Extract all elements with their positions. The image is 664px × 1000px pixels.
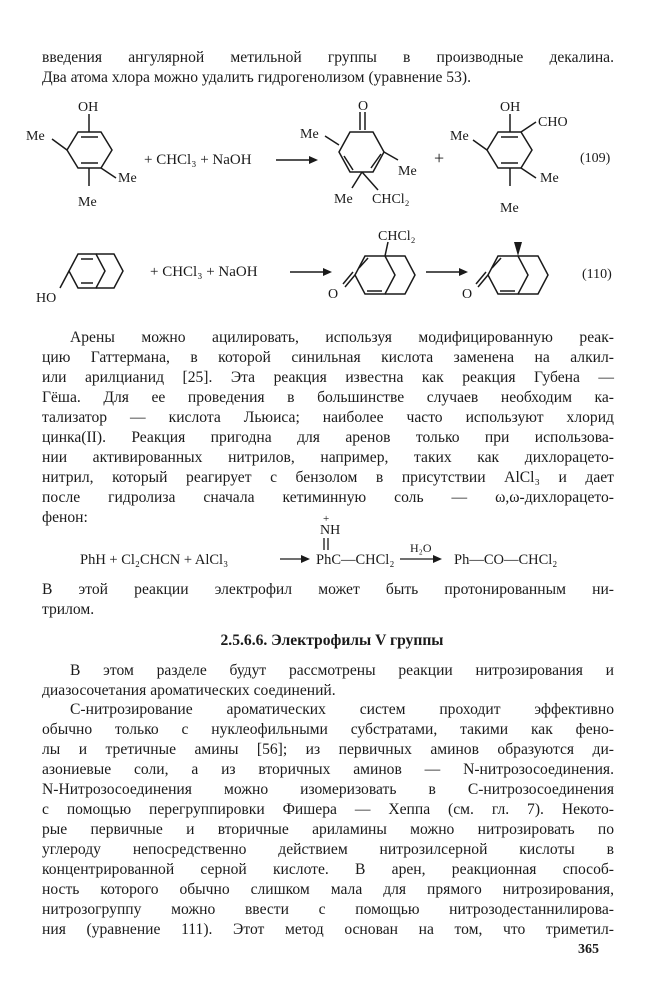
me-label: Me [398, 164, 417, 179]
product2-left-ring [488, 256, 528, 294]
me-label: Me [26, 129, 45, 144]
ho-label: HO [36, 291, 57, 306]
equation-number: (110) [582, 267, 612, 282]
oxygen-label: O [328, 287, 339, 302]
reactants-text: PhH + Cl₂CHCN + AlCl₃ [80, 552, 229, 568]
water-label: H₂O [410, 541, 432, 555]
me-label: Me [118, 171, 137, 186]
arrowhead [323, 268, 332, 276]
text-line: ность которого обычно слишком мала для прямого нитрозирования, [42, 881, 614, 898]
text-line: диазосочетания ароматических соединений. [42, 682, 336, 699]
me-label: Me [450, 129, 469, 144]
text-line: рые первичные и вторичные ариламины можно нитрозировать по [42, 821, 614, 838]
product1-ring [339, 132, 384, 172]
oxygen-label: O [462, 287, 473, 302]
text-line: азониевые соли, а из вторичных аминов — N-нитрозосоединения. [42, 761, 614, 778]
text-line: В этом разделе будут рассмотрены реакции нитрозирования и [70, 662, 614, 679]
text-line: Арены можно ацилировать, используя модифицированную реак- [70, 329, 614, 346]
text-line: ния (уравнение 111). Этот метод основан на том, что триметил- [42, 921, 614, 938]
text-line: С-нитрозирование ароматических систем проходит эффективно [70, 701, 614, 718]
text-line: с помощью перегруппировки Фишера — Хеппа (см. гл. 7). Некото- [42, 801, 614, 818]
text-line: цинка(II). Реакция пригодна для аренов только при использова- [42, 429, 614, 446]
arrowhead [433, 555, 442, 563]
text-line: углероду непосредственно действием нитрозилсерной кислоты в [42, 841, 614, 858]
reagents-text: + CHCl₃ + NaOH [150, 264, 258, 280]
text-line: обычно только с нуклеофильными субстратами, такими как фено- [42, 721, 614, 738]
equation-number: (109) [580, 151, 611, 166]
text-line: концентрированной серной кислоте. В арен, реакционная способ- [42, 861, 614, 878]
arrowhead [301, 555, 310, 563]
me-label: Me [78, 195, 97, 210]
text-line: или арилцианид [25]. Эта реакция известна как реакция Губена — [42, 369, 614, 386]
plus-sign: + [434, 148, 445, 168]
text-line: лы и третичные амины [56]; из первичных аминов образуются ди- [42, 741, 614, 758]
me-label: Me [540, 171, 559, 186]
me-label: Me [500, 201, 519, 216]
me-label: Me [334, 192, 353, 207]
methyl-wedge [514, 242, 522, 256]
product-text: Ph—CO—CHCl₂ [454, 552, 558, 568]
equation-hoesch [0, 508, 664, 578]
text-line: цию Гаттермана, в которой синильная кислота заменена на алкил- [42, 349, 614, 366]
text-line: N-Нитрозосоединения можно изомеризовать в С-нитрозосоединения [42, 781, 614, 798]
reagents-text: + CHCl₃ + NaOH [144, 152, 252, 168]
equation-109 [0, 0, 664, 230]
me-label: Me [300, 127, 319, 142]
charge-sign: + [323, 513, 330, 525]
oh-label: OH [78, 100, 99, 115]
arrowhead [459, 268, 468, 276]
equation-110 [0, 220, 664, 310]
imine-label: NH [320, 523, 341, 538]
text-line: нии активированных нитрилов, например, таких как дихлорацето- [42, 449, 614, 466]
text-line: нитрил, который реагирует с бензолом в присутствии AlCl₃ и дает [42, 469, 614, 486]
text-line: тализатор — кислота Льюиса; наиболее часто используют хлорид [42, 409, 614, 426]
chcl2-label: CHCl₂ [378, 229, 416, 244]
text-line: после гидролиза сначала кетиминную соль — ω,ω-дихлорацето- [42, 489, 614, 506]
text-line: нитрозогруппу можно ввести с помощью нитрозодестаннилирова- [42, 901, 614, 918]
text-line: Два атома хлора можно удалить гидрогенолизом (уравнение 53). [42, 69, 471, 86]
text-line: фенон: [42, 509, 88, 526]
text-line: введения ангулярной метильной группы в производные декалина. [42, 49, 614, 66]
text-line: Гёша. Для ее проведения в большинстве случаев необходим ка- [42, 389, 614, 406]
oxygen-label: O [358, 99, 369, 114]
oh-label: OH [500, 100, 521, 115]
text-line: трилом. [42, 601, 95, 618]
intermediate-text: PhC—CHCl₂ [316, 552, 395, 568]
page-number: 365 [578, 942, 599, 957]
section-heading: 2.5.6.6. Электрофилы V группы [220, 632, 444, 649]
cho-label: CHO [538, 115, 568, 130]
chcl2-label: CHCl₂ [372, 192, 410, 207]
arrowhead [309, 156, 318, 164]
text-line: В этой реакции электрофил может быть протонированным ни- [42, 581, 614, 598]
product1-left-ring [355, 256, 395, 294]
